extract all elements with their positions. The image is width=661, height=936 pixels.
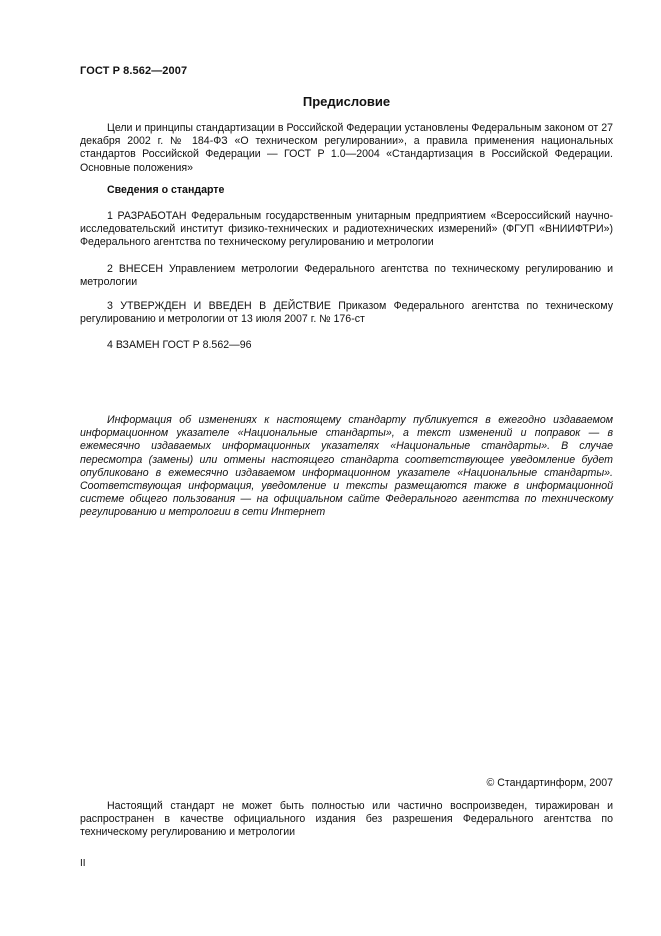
info-item-2: 2 ВНЕСЕН Управлением метрологии Федерального агентства по техническому регулированию и метрологии: [80, 263, 613, 289]
document-code-header: ГОСТ Р 8.562—2007: [80, 65, 188, 77]
info-item-1: 1 РАЗРАБОТАН Федеральным государственным унитарным предприятием «Всероссийский научно-исследовательский институт физико-технических и радиотехнических измерений» (ФГУП «ВНИИФТРИ») Федерального агентства по техническому регулированию и метрологии: [80, 210, 613, 249]
intro-paragraph: Цели и принципы стандартизации в Российской Федерации установлены Федеральным законом от 27 декабря 2002 г. № 184-ФЗ «О техническом регулировании», а правила применения национальных стандартов Российской Федерации — ГОСТ Р 1.0—2004 «Стандартизация в Российской Федерации. Основные положения»: [80, 122, 613, 174]
notice-paragraph: Информация об изменениях к настоящему стандарту публикуется в ежегодно издаваемом информационном указателе «Национальные стандарты», а текст изменений и поправок — в ежемесячно издаваемых информационных указателях «Национальные стандарты». В случае пересмотра (замены) или отмены настоящего стандарта соответствующее уведомление будет опубликовано в ежемесячно издаваемом информационном указателе «Национальные стандарты». Соответствующая информация, уведомление и тексты размещаются также в информационной системе общего пользования — на официальном сайте Федерального агентства по техническому регулированию и метрологии в сети Интернет: [80, 414, 613, 519]
info-item-3: 3 УТВЕРЖДЕН И ВВЕДЕН В ДЕЙСТВИЕ Приказом Федерального агентства по техническому регулированию и метрологии от 13 июля 2007 г. № 176-ст: [80, 300, 613, 326]
copyright-line: © Стандартинформ, 2007: [486, 777, 613, 789]
rights-notice: Настоящий стандарт не может быть полностью или частично воспроизведен, тиражирован и распространен в качестве официального издания без разрешения Федерального агентства по техническому регулированию и метрологии: [80, 800, 613, 839]
page-number: II: [80, 858, 86, 869]
info-heading: Сведения о стандарте: [107, 184, 225, 196]
info-item-4: 4 ВЗАМЕН ГОСТ Р 8.562—96: [107, 339, 252, 351]
page-title: Предисловие: [302, 94, 391, 109]
